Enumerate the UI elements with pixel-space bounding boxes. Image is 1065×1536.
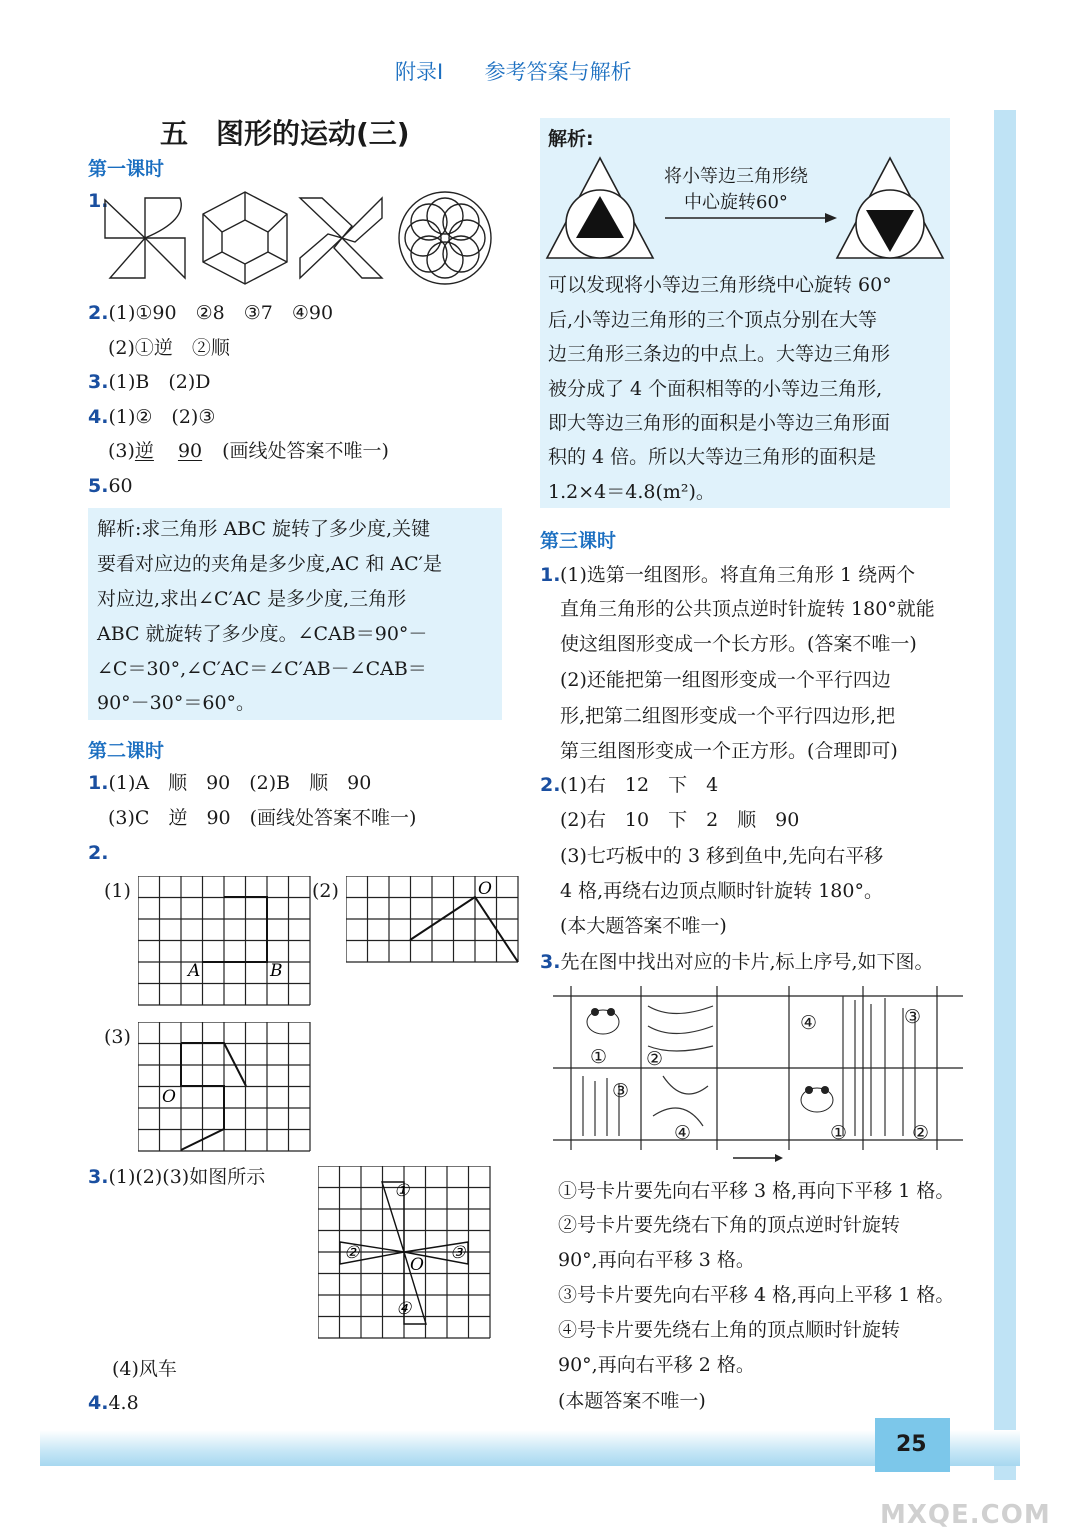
l2-q1-answer-b: (3)C 逆 90 (画线处答案不唯一) — [108, 807, 417, 829]
l3-q3-answer: 先在图中找出对应的卡片,标上序号,如下图。 — [560, 951, 934, 973]
grid-figure-2 — [346, 876, 520, 964]
grid-figure-1 — [138, 876, 316, 1006]
card-label-1a: ① — [590, 1046, 608, 1068]
triangle-before — [547, 158, 653, 258]
pinwheel-figure-1 — [105, 198, 185, 278]
l1-q4-degrees: 90 — [177, 440, 203, 462]
running-header — [395, 56, 632, 86]
windmill-grid-figure — [318, 1166, 492, 1346]
point-b-label: B — [270, 961, 283, 981]
watermark: MXQE.COM — [880, 1500, 1051, 1530]
l1-q3 — [88, 369, 210, 395]
l1-analysis-line-6: 90°－30°＝60°。 — [97, 692, 256, 714]
l3-q3-line-1: ①号卡片要先向右平移 3 格,再向下平移 1 格。 — [558, 1180, 955, 1202]
bottom-stripe — [40, 1430, 1020, 1466]
l3-q3-line-7: (本题答案不唯一) — [558, 1390, 706, 1412]
l1-q1-number: 1. — [88, 190, 109, 212]
l2-q3 — [88, 1164, 265, 1190]
right-analysis-label: 解析: — [548, 128, 594, 150]
l3-q2-line-1: (1)右 12 下 4 — [560, 774, 719, 796]
triangle-after — [837, 158, 943, 258]
card-label-2b: ② — [912, 1122, 930, 1144]
l2-q2-part2-label: (2) — [312, 880, 339, 902]
appendix-label: 附录Ⅰ — [395, 60, 444, 84]
point-a-label: A — [188, 961, 201, 981]
l3-q3-line-3: 90°,再向右平移 3 格。 — [558, 1249, 755, 1271]
lesson3-label: 第三课时 — [540, 530, 617, 552]
right-analysis-line-1: 可以发现将小等边三角形绕中心旋转 60° — [548, 274, 892, 296]
l3-q1-line-1: (1)选第一组图形。将直角三角形 1 绕两个 — [560, 564, 916, 586]
l3-q2-line-2: (2)右 10 下 2 顺 90 — [560, 809, 800, 831]
windmill-card-c1: ① — [394, 1181, 410, 1201]
l3-q1-line-2: 直角三角形的公共顶点逆时针旋转 180°就能 — [560, 598, 935, 620]
right-analysis-line-5: 即大等边三角形的面积是小等边三角形面 — [548, 412, 891, 434]
l1-q3-answer: (1)B (2)D — [108, 371, 211, 393]
l2-q3-answer: (1)(2)(3)如图所示 — [108, 1166, 266, 1188]
l1-q5 — [88, 473, 133, 499]
point-o-label: O — [162, 1087, 176, 1107]
l1-q5-answer: 60 — [108, 475, 133, 497]
l1-q2-answer-b: (2)①逆 ②顺 — [108, 337, 230, 359]
card-label-2a: ② — [646, 1048, 664, 1070]
right-analysis-line-3: 边三角形三条边的中点上。大等边三角形 — [548, 343, 891, 365]
l1-analysis-line-1: 解析:求三角形 ABC 旋转了多少度,关键 — [97, 518, 431, 540]
l3-q3-line-6: 90°,再向右平移 2 格。 — [558, 1354, 755, 1376]
panda-icon-2 — [801, 1086, 833, 1112]
l2-q2-number: 2. — [88, 842, 109, 864]
l1-q4-number: 4. — [88, 406, 109, 428]
right-analysis-line-2: 后,小等边三角形的三个顶点分别在大等 — [548, 309, 878, 331]
l3-q1-line-5: 形,把第二组图形变成一个平行四边形,把 — [560, 705, 896, 727]
l3-q2-line-4: 4 格,再绕右边顶点顺时针旋转 180°。 — [560, 880, 883, 902]
l1-q3-number: 3. — [88, 371, 109, 393]
l3-q3 — [540, 949, 934, 975]
arrow-text-2: 中心旋转60° — [684, 192, 788, 213]
arrow-text-1: 将小等边三角形绕 — [664, 166, 808, 187]
l3-q3-line-4: ③号卡片要先向右平移 4 格,再向上平移 1 格。 — [558, 1284, 955, 1306]
l1-analysis-line-3: 对应边,求出∠C′AC 是多少度,三角形 — [97, 588, 407, 610]
l3-q2-number: 2. — [540, 774, 561, 796]
l2-q1 — [88, 770, 371, 796]
card-label-1b: ① — [830, 1122, 848, 1144]
lesson1-label: 第一课时 — [88, 158, 165, 180]
card-label-3b: ③ — [904, 1006, 922, 1028]
l2-q3-answer-b: (4)风车 — [112, 1358, 177, 1380]
l1-analysis-line-4: ABC 就旋转了多少度。∠CAB＝90°－ — [97, 623, 428, 645]
header-title: 参考答案与解析 — [484, 60, 632, 84]
pinwheel-figures — [100, 190, 500, 290]
pinwheel-figure-3 — [300, 198, 382, 278]
l2-q1-number: 1. — [88, 772, 109, 794]
chapter-title: 五 图形的运动(三) — [160, 117, 410, 150]
pinwheel-figure-4 — [399, 192, 491, 284]
l3-q3-line-5: ④号卡片要先绕右上角的顶点顺时针旋转 — [558, 1319, 901, 1341]
l3-q1-number: 1. — [540, 564, 561, 586]
l2-q1-answer-a: (1)A 顺 90 (2)B 顺 90 — [108, 772, 372, 794]
l1-analysis-line-5: ∠C＝30°,∠C′AC＝∠C′AB－∠CAB＝ — [97, 658, 427, 680]
bamboo-icons — [583, 996, 915, 1136]
l2-q4 — [88, 1390, 139, 1416]
l3-q2-line-3: (3)七巧板中的 3 移到鱼中,先向右平移 — [560, 845, 884, 867]
l1-analysis-line-2: 要看对应边的夹角是多少度,AC 和 AC′是 — [97, 553, 442, 575]
right-analysis-line-6: 积的 4 倍。所以大等边三角形的面积是 — [548, 446, 877, 468]
windmill-card-c3: ③ — [450, 1243, 466, 1263]
right-analysis-line-4: 被分成了 4 个面积相等的小等边三角形, — [548, 378, 883, 400]
l3-q3-line-2: ②号卡片要先绕右下角的顶点逆时针旋转 — [558, 1214, 901, 1236]
page-number: 25 — [896, 1432, 927, 1457]
panda-icon — [587, 1008, 619, 1034]
windmill-card-c4: ④ — [396, 1299, 412, 1319]
l1-q4-answer-a: (1)② (2)③ — [108, 406, 216, 428]
l1-q2-answer-a: (1)①90 ②8 ③7 ④90 — [108, 302, 334, 324]
l1-q4-part3: (3) — [108, 440, 135, 462]
grid-figure-3 — [138, 1022, 312, 1154]
l2-q2-part3-label: (3) — [104, 1026, 131, 1048]
l1-q4-direction: 逆 — [134, 440, 154, 462]
l1-q2-number: 2. — [88, 302, 109, 324]
card-label-3a: ③ — [612, 1080, 630, 1102]
center-o-label: O — [410, 1255, 424, 1275]
lesson2-label: 第二课时 — [88, 740, 165, 762]
l1-q4-answer-b — [108, 438, 389, 464]
l3-q2-line-5: (本大题答案不唯一) — [560, 915, 727, 937]
right-edge-stripe — [994, 110, 1016, 1480]
l2-q2-part1-label: (1) — [104, 880, 131, 902]
l1-q2 — [88, 300, 333, 326]
l3-q3-number: 3. — [540, 951, 561, 973]
move-arrow — [733, 1154, 783, 1162]
l1-q4-note: (画线处答案不唯一) — [222, 440, 389, 462]
l3-q1-line-3: 使这组图形变成一个长方形。(答案不唯一) — [560, 633, 917, 655]
l2-q3-number: 3. — [88, 1166, 109, 1188]
l3-q1-line-4: (2)还能把第一组图形变成一个平行四边 — [560, 669, 891, 691]
l1-q4 — [88, 404, 215, 430]
l3-q1-line-6: 第三组图形变成一个正方形。(合理即可) — [560, 740, 898, 762]
pinwheel-figure-2 — [203, 192, 287, 284]
card-label-4a: ④ — [674, 1122, 692, 1144]
l2-q4-answer: 4.8 — [108, 1392, 139, 1414]
windmill-card-c2: ② — [344, 1243, 360, 1263]
card-label-4b: ④ — [800, 1012, 818, 1034]
l1-q5-number: 5. — [88, 475, 109, 497]
l2-q4-number: 4. — [88, 1392, 109, 1414]
point-o-label: O — [478, 879, 492, 899]
right-analysis-line-7: 1.2×4＝4.8(m²)。 — [548, 481, 715, 503]
